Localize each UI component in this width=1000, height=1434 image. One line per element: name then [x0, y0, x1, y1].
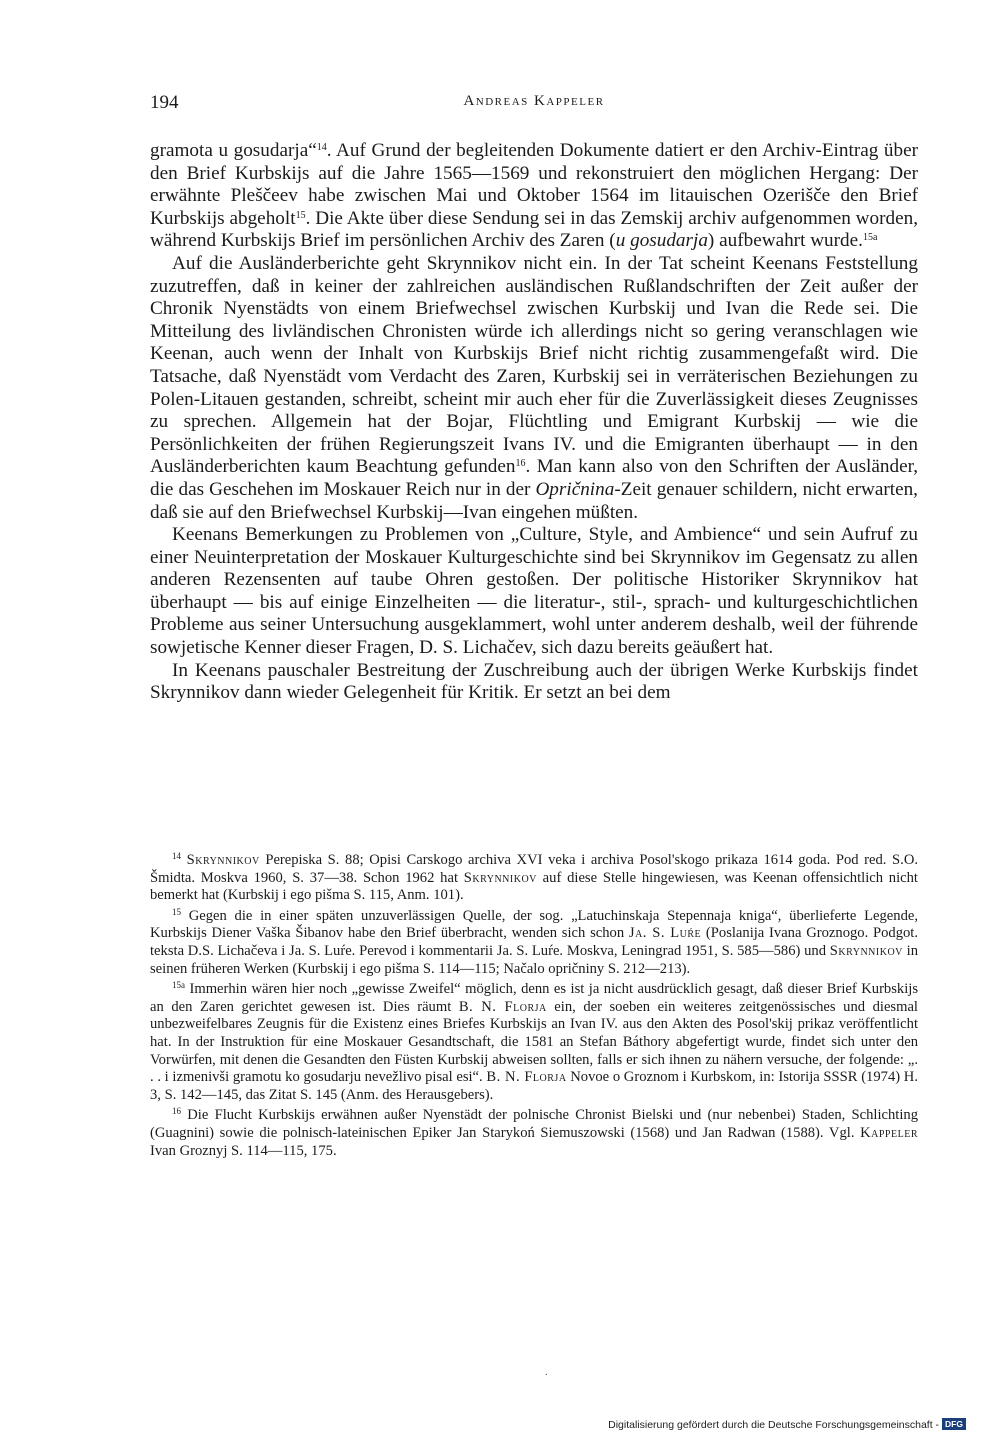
dfg-logo: DFG — [942, 1418, 966, 1430]
paragraph-4: In Keenans pauschaler Bestreitung der Zuschreibung auch der übrigen Werke Kurbskijs findet Skrynnikov dann wieder Gelegenheit für Kritik. Er setzt an bei dem — [150, 659, 918, 704]
body-text — [150, 140, 918, 705]
footnote-ref-15a[interactable]: 15a — [862, 232, 878, 244]
footnote-16: $^{16}$ Die Flucht Kurbskijs erwähnen außer Nyenstädt der polnische Chronist Bielski und (nur nebenbei) Staden, Schlichting (Guagnini) sowie die polnisch-lateinischen Epiker Jan Starykoń Siemuszowski (1568) und Jan Radwan (1588). Vgl. Kappeler Ivan Groznyj S. 114—115, 175. — [150, 1106, 919, 1159]
page-header — [150, 92, 918, 114]
footnote-ref-15[interactable]: 15 — [295, 209, 306, 221]
paragraph-3: Keenans Bemerkungen zu Problemen von „Culture, Style, and Ambience“ und sein Aufruf zu einer Neuinterpretation der Moskauer Kulturgeschichte sind bei Skrynnikov im Gegensatz zu allen anderen Rezensenten auf taube Ohren gestoßen. Der politische Historiker Skrynnikov hat überhaupt — bis auf einige Einzelheiten — die literatur-, stil-, sprach- und kulturgeschichtlichen Probleme aus seiner Untersuchung ausgeklammert, wohl unter anderem deshalb, weil der führende sowjetische Kenner dieser Fragen, D. S. Lichačev, sich dazu bereits geäußert hat. — [150, 524, 918, 659]
footnotes — [150, 852, 918, 1163]
footnote-14: $^{14}$ Skrynnikov Perepiska S. 88; Opisi Carskogo archiva XVI veka i archiva Posol'skogo prikaza 1614 goda. Pod red. S.O. Šmidta. Moskva 1960, S. 37—38. Schon 1962 hat Skrynnikov auf diese Stelle hingewiesen, was Keenan offensichtlich nicht bemerkt hat (Kurbskij i ego pišma S. 115, Anm. 101). — [150, 851, 919, 904]
footnote-ref-16[interactable]: 16 — [515, 458, 526, 470]
page-number: 194 — [150, 92, 179, 113]
footnote-ref-14[interactable]: 14 — [316, 142, 327, 153]
running-head: Andreas Kappeler — [463, 93, 605, 109]
credit-text: Digitalisierung gefördert durch die Deutsche Forschungsgemeinschaft - — [608, 1419, 940, 1431]
footnote-15a: $^{15a}$ Immerhin wären hier noch „gewisse Zweifel“ möglich, denn es ist ja nicht ausdrücklich gesagt, daß dieser Brief Kurbskijs an den Zaren gerichtet gewesen ist. Dies räumt B. N. Florja ein, der soeben ein weiteres zeitgenössisches und diesmal unbezweifelbares Zeugnis für die Existenz eines Briefes Kurbskijs an Ivan IV. aus den Akten des Posol'skij prikaz veröffentlicht hat. In der Instruktion für eine Moskauer Gesandtschaft, die 1581 an Stefan Báthory abgefertigt wurde, findet sich unter den Vorwürfen, mit denen die Gesandten den Füsten Kurbskij abweisen sollten, falls er sich ihnen zu nähern versuche, der folgende: „. . . i izmenivši gramotu ko gosudarju nevežlivo pisal esi“. B. N. Florja Novoe o Groznom i Kurbskom, in: Istorija SSSR (1974) H. 3, S. 142—145, das Zitat S. 145 (Anm. des Herausgebers). — [150, 980, 918, 1103]
paragraph-2: Auf die Ausländerberichte geht Skrynnikov nicht ein. In der Tat scheint Keenans Feststellung zuzutreffen, daß in keiner der zahlreichen ausländischen Rußlandschriften der Zeit außer der Chronik Nyenstädts von einem Briefwechsel zwischen Kurbskij und Ivan die Rede sei. Die Mitteilung des livländischen Chronisten würde ich allerdings nicht so gering veranschlagen wie Keenan, auch wenn der Inhalt von Kurbskijs Brief nicht richtig zusammengefaßt wird. Die Tatsache, daß Nyenstädt vom Verdacht des Zaren, Kurbskij sei in verräterischen Beziehungen zu Polen-Litauen gestanden, schreibt, scheint mir auch eher für die Zuverlässigkeit dieses Zeugnisses zu sprechen. Allgemein hat der Bojar, Flüchtling und Emigrant Kurbskij — wie die Persönlichkeiten der frühen Regierungszeit Ivans IV. und die Emigranten überhaupt — in den Ausländerberichten kaum Beachtung gefunden$^{16}$. Man kann also von den Schriften der Ausländer, die das Geschehen im Moskauer Reich nur in der Opričnina-Zeit genauer schildern, nicht erwarten, daß sie auf den Briefwechsel Kurbskij—Ivan eingehen müßten. — [150, 252, 919, 523]
digitization-credit — [608, 1418, 966, 1431]
page-mark: . — [545, 1366, 548, 1378]
footnote-15: $^{15}$ Gegen die in einer späten unzuverlässigen Quelle, der sog. „Latuchinskaja Stepennaja kniga“, überlieferte Legende, Kurbskijs Diener Vaška Šibanov habe den Brief überbracht, wenden sich schon Ja. S. Luŕe (Poslanija Ivana Groznogo. Podgot. teksta D.S. Lichačeva i Ja. S. Luŕe. Perevod i kommentarii Ja. S. Luŕe. Moskva, Leningrad 1951, S. 585—586) und Skrynnikov in seinen früheren Werken (Kurbskij i ego pišma S. 114—115; Načalo opričniny S. 212—213). — [150, 906, 919, 977]
paragraph-1: gramota u gosudarja“$^{14}$. Auf Grund der begleitenden Dokumente datiert er den Archiv-Eintrag über den Brief Kurbskijs auf die Jahre 1565—1569 und rekonstruiert den möglichen Hergang: Der erwähnte Pleščeev habe zwischen Mai und Oktober 1564 im litauischen Ozerišče den Brief Kurbskijs abgeholt$^{15}$. Die Akte über diese Sendung sei in das Zemskij archiv aufgenommen worden, während Kurbskijs Brief im persönlichen Archiv des Zaren (u gosudarja) aufbewahrt wurde.$^{15a}$ — [150, 140, 918, 252]
